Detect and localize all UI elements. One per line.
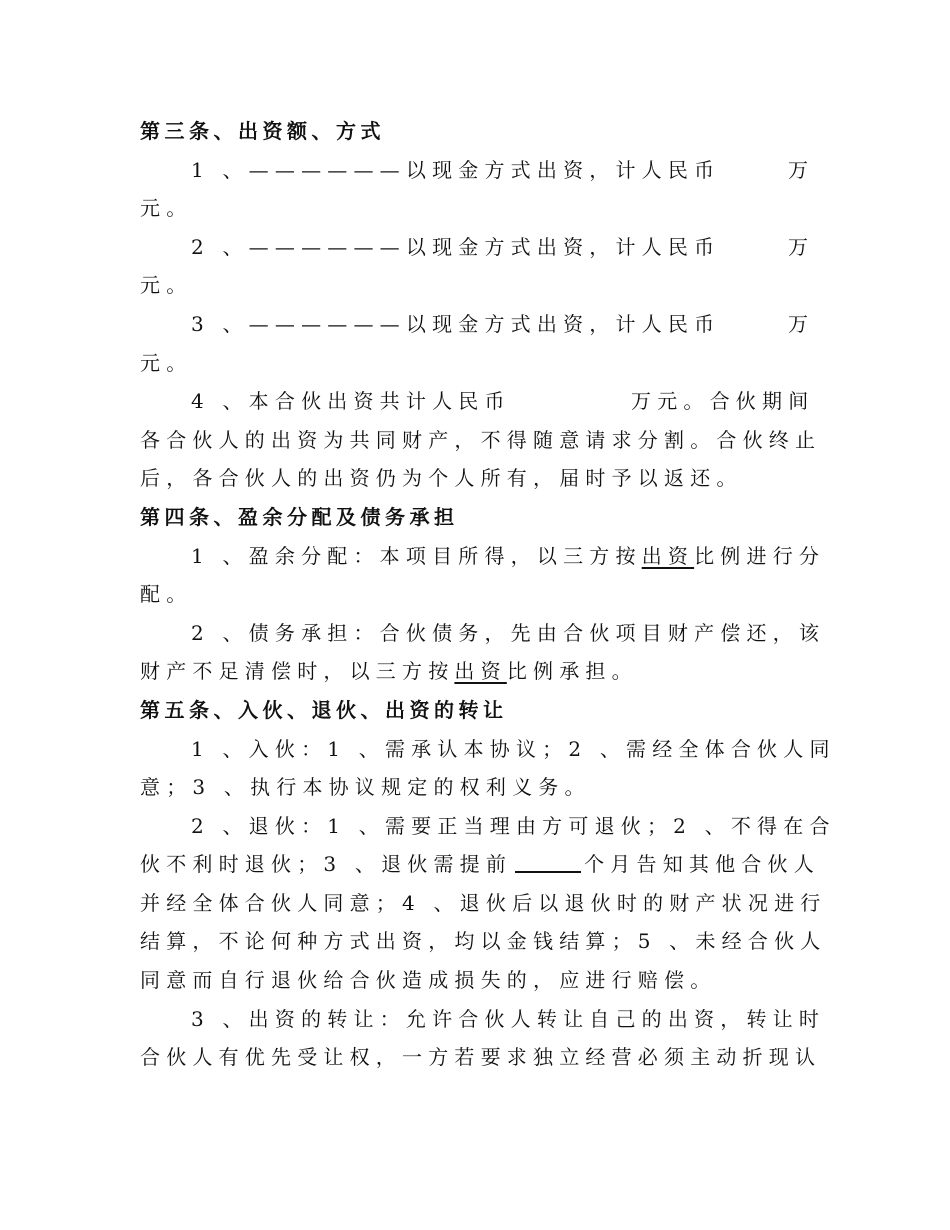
article-3-item-2-unit: 万 — [788, 234, 808, 259]
article-4-item-1 — [140, 537, 826, 576]
article-3-item-1-unit: 万 — [788, 157, 808, 182]
article-4-item-2-text: 财产不足清偿时，以三方按 — [140, 659, 455, 684]
article-3-item-4-line-3: 后，各合伙人的出资仍为个人所有，届时予以返还。 — [140, 466, 743, 491]
document-page — [140, 112, 836, 1077]
article-3-item-4-text: 4 、本合伙出资共计人民币 — [191, 389, 511, 414]
article-3-heading: 第三条、出资额、方式 — [140, 119, 385, 143]
article-5-heading: 第五条、入伙、退伙、出资的转让 — [140, 697, 508, 722]
blank-line — [515, 870, 581, 873]
article-3-item-2 — [140, 228, 808, 267]
article-4-item-2-text-b: 比例承担。 — [506, 659, 638, 684]
article-5-item-2-line-3: 并经全体合伙人同意；4 、退伙后以退伙时的财产状况进行 — [140, 890, 827, 915]
article-3-item-1-text: 1 、——————以现金方式出资，计人民币 — [191, 157, 721, 182]
article-5-item-1-cont: 意；3 、执行本协议规定的权利义务。 — [140, 775, 591, 800]
article-3-item-1-cont: 元。 — [140, 196, 193, 221]
article-3-item-3-text: 3 、——————以现金方式出资，计人民币 — [191, 311, 721, 336]
article-3-item-4-text-b: 万元。合伙期间 — [631, 389, 815, 414]
article-4-item-1-cont: 配。 — [140, 582, 193, 607]
article-4-item-1-text-b: 比例进行分 — [694, 543, 826, 568]
article-4-heading: 第四条、盈余分配及债务承担 — [140, 504, 459, 529]
article-4-item-2-underlined: 出资 — [454, 659, 507, 684]
article-4-item-1-text: 1 、盈余分配：本项目所得，以三方按 — [191, 543, 642, 568]
article-3-item-2-cont: 元。 — [140, 273, 193, 298]
article-3-item-3 — [140, 305, 808, 344]
article-5-item-1: 1 、入伙：1 、需承认本协议；2 、需经全体合伙人同 — [191, 736, 836, 761]
article-3-item-4-line-2: 各合伙人的出资为共同财产，不得随意请求分割。合伙终止 — [140, 427, 822, 452]
article-5-item-2: 2 、退伙：1 、需要正当理由方可退伙；2 、不得在合 — [191, 813, 836, 838]
article-5-item-2-text-b: 个月告知其他合伙人 — [584, 852, 820, 877]
article-5-item-3: 3 、出资的转让：允许合伙人转让自己的出资，转让时 — [191, 1006, 826, 1031]
article-3-item-3-unit: 万 — [788, 311, 808, 336]
article-5-item-2-line-2 — [140, 845, 820, 884]
article-4-item-2: 2 、债务承担：合伙债务，先由合伙项目财产偿还，该 — [191, 620, 826, 645]
article-4-item-1-underlined: 出资 — [641, 543, 695, 568]
article-5-item-3-line-2: 合伙人有优先受让权，一方若要求独立经营必须主动折现认 — [140, 1045, 822, 1070]
article-5-item-2-line-4: 结算，不论何种方式出资，均以金钱结算；5 、未经合伙人 — [140, 929, 827, 954]
article-5-item-2-text: 伙不利时退伙；3 、退伙需提前 — [140, 852, 513, 877]
article-5-item-2-line-5: 同意而自行退伙给合伙造成损失的，应进行赔偿。 — [140, 968, 717, 993]
article-3-item-1 — [140, 151, 808, 190]
article-3-item-4 — [140, 382, 815, 421]
article-3-item-2-text: 2 、——————以现金方式出资，计人民币 — [191, 234, 721, 259]
article-4-item-2-cont — [140, 652, 808, 691]
article-3-item-3-cont: 元。 — [140, 350, 193, 375]
